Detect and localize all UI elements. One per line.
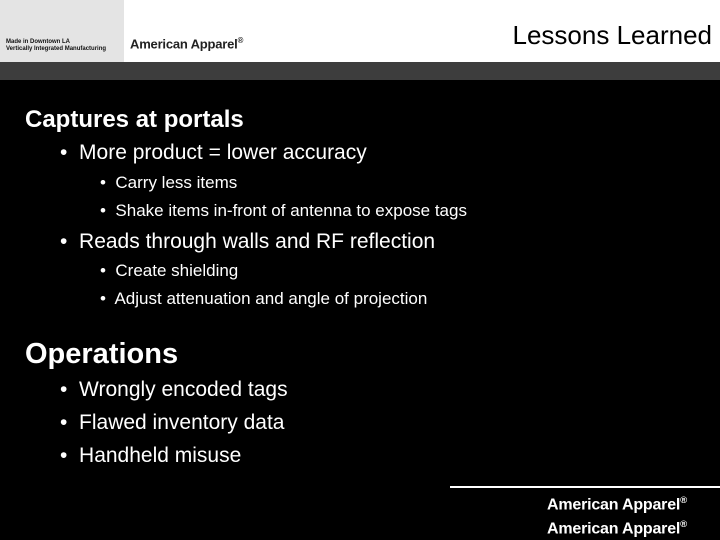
sub-bullet-item: • Create shielding (100, 261, 239, 280)
sub-bullet-item: • Carry less items (100, 173, 238, 192)
bullet-item: • Wrongly encoded tags (60, 378, 288, 401)
footer-rule (450, 486, 720, 488)
made-in-la-logo (0, 0, 124, 62)
header-brand-logo: American Apparel® (130, 36, 244, 52)
footer-brand-logo: American Apparel® (547, 519, 688, 538)
bullet-item: • Handheld misuse (60, 444, 242, 467)
footer-brand-logo: American Apparel® (547, 495, 688, 514)
bullet-item: • More product = lower accuracy (60, 141, 367, 164)
slide-header (0, 0, 720, 62)
slide-title: Lessons Learned (512, 20, 712, 50)
section-heading-captures: Captures at portals (25, 106, 244, 133)
header-divider-bar (0, 62, 720, 80)
sub-bullet-item: • Shake items in-front of antenna to expose tags (100, 201, 467, 220)
logo-line-2: Vertically Integrated Manufacturing (6, 46, 107, 52)
section-heading-operations: Operations (25, 338, 179, 370)
sub-bullet-item: • Adjust attenuation and angle of projection (100, 289, 428, 308)
bullet-item: • Flawed inventory data (60, 411, 285, 434)
logo-line-1: Made in Downtown LA (6, 39, 70, 45)
bullet-item: • Reads through walls and RF reflection (60, 230, 436, 253)
